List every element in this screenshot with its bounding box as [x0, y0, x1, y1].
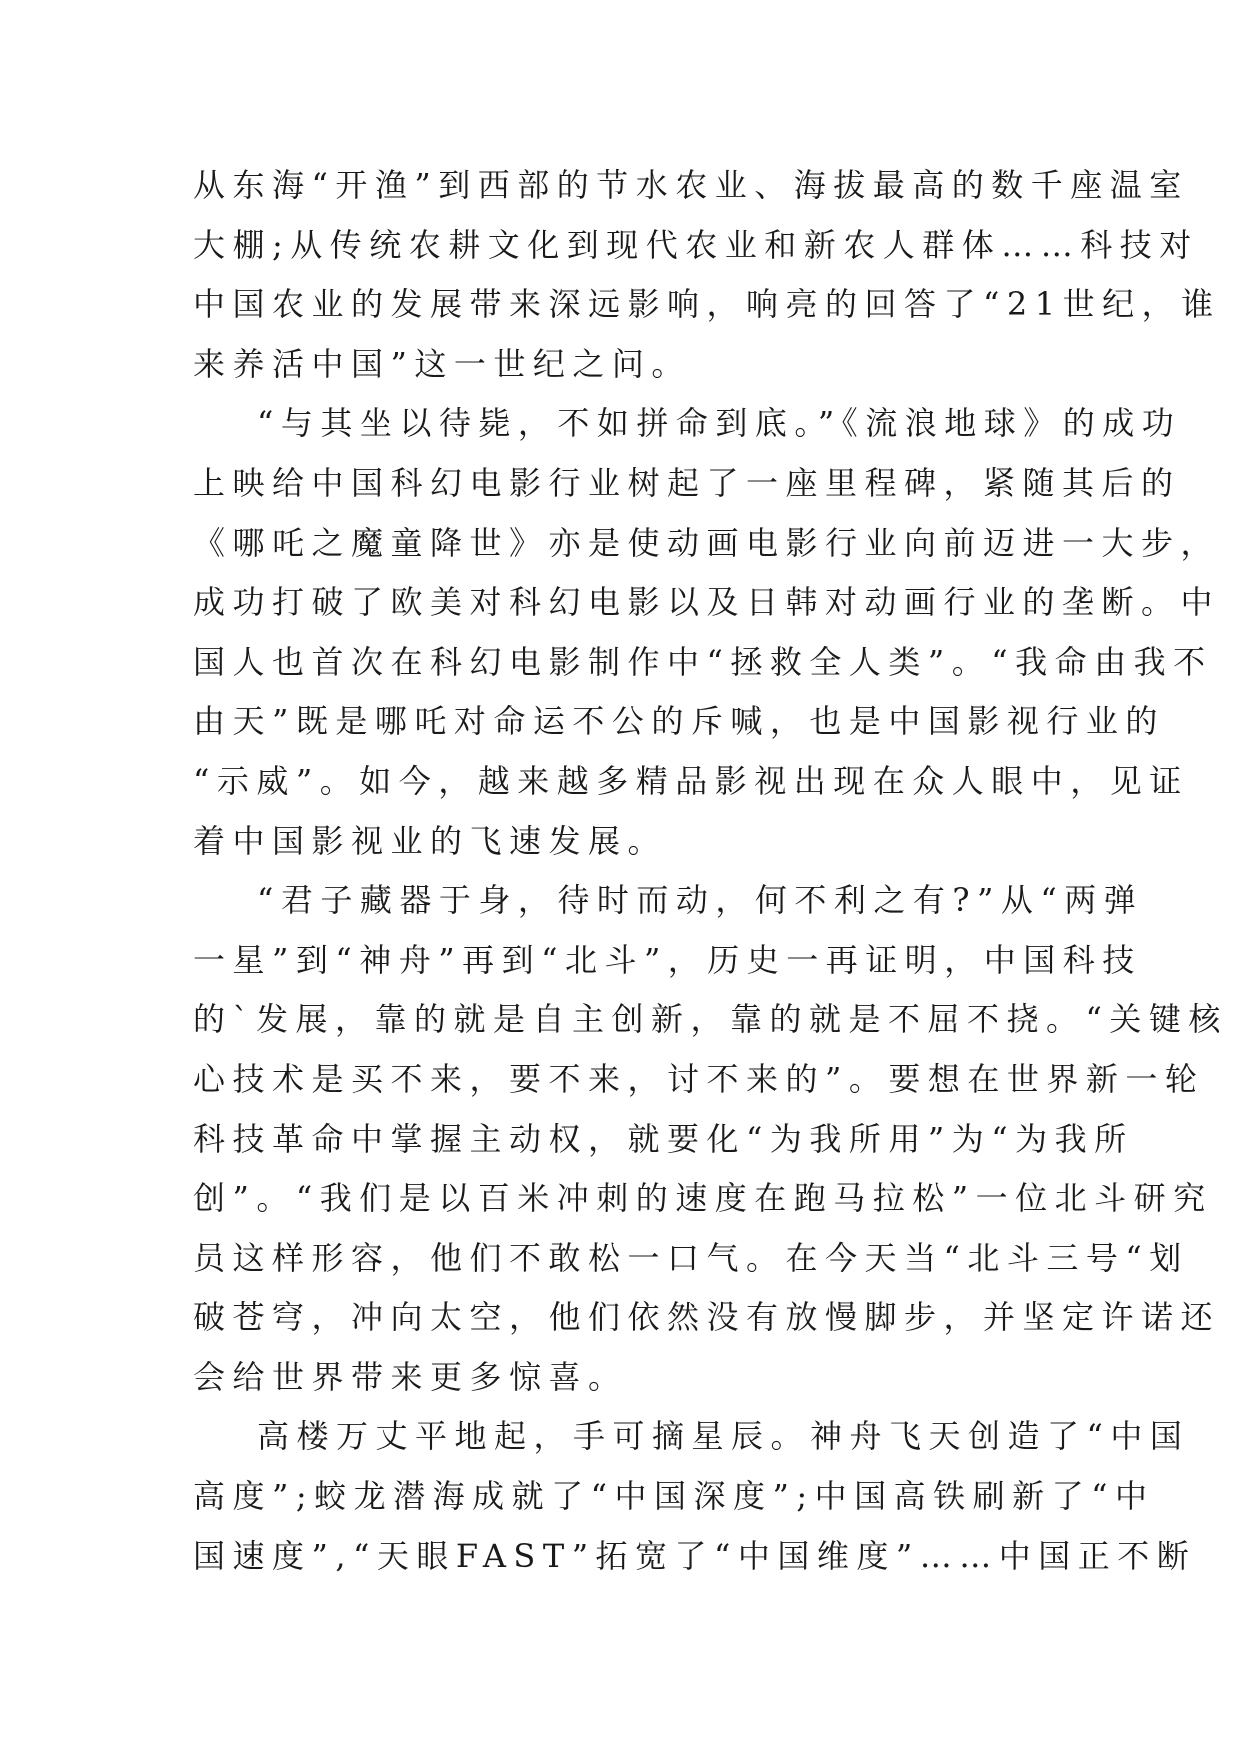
- paragraph: [193, 394, 1221, 871]
- text-line: 一星”到“神舟”再到“北斗”，历史一再证明，中国科技: [193, 940, 1142, 979]
- text-line: 从东海“开渔”到西部的节水农业、海拔最高的数千座温室: [193, 166, 1189, 204]
- text-line: 国人也首次在科幻电影制作中“拯救全人类”。“我命由我不: [193, 642, 1213, 681]
- text-line: 破苍穹，冲向太空，他们依然没有放慢脚步，并坚定许诺还: [193, 1298, 1221, 1337]
- text-line: 高度”;蛟龙潜海成就了“中国深度”;中国高铁刷新了“中: [193, 1477, 1155, 1516]
- text-line: 由天”既是哪吒对命运不公的斥喊，也是中国影视行业的: [193, 702, 1165, 741]
- text-line: 国速度”,“天眼FAST”拓宽了“中国维度”……中国正不断: [193, 1536, 1197, 1575]
- text-line: 科技革命中掌握主动权，就要化“为我所用”为“为我所: [193, 1119, 1134, 1158]
- text-line: 大棚;从传统农耕文化到现代农业和新农人群体……科技对: [193, 225, 1199, 264]
- text-line: 创”。“我们是以百米冲刺的速度在跑马拉松”一位北斗研究: [193, 1179, 1213, 1218]
- text-line: 成功打破了欧美对科幻电影以及日韩对动画行业的垄断。中: [193, 583, 1221, 622]
- text-line: 员这样形容，他们不敢松一口气。在今天当“北斗三号“划: [193, 1238, 1189, 1277]
- paragraph: [193, 156, 1221, 394]
- text-line: 《哪吒之魔童降世》亦是使动画电影行业向前迈进一大步，: [193, 523, 1221, 562]
- text-line: 上映给中国科幻电影行业树起了一座里程碑，紧随其后的: [193, 463, 1181, 502]
- text-line: 中国农业的发展带来深远影响，响亮的回答了“21世纪，谁: [193, 285, 1221, 324]
- text-line: 的`发展，靠的就是自主创新，靠的就是不屈不挠。“关键核: [193, 1000, 1228, 1039]
- document-body: [193, 156, 1228, 1586]
- text-line: 着中国影视业的飞速发展。: [193, 821, 668, 860]
- text-line: 来养活中国”这一世纪之问。: [193, 344, 691, 383]
- text-line: “君子藏器于身，待时而动，何不利之有?”从“两弹: [257, 881, 1144, 920]
- text-line: 会给世界带来更多惊喜。: [193, 1357, 628, 1396]
- text-line: 高楼万丈平地起，手可摘星辰。神舟飞天创造了“中国: [257, 1417, 1190, 1456]
- paragraph: [193, 871, 1228, 1407]
- text-line: “与其坐以待毙，不如拼命到底。”《流浪地球》的成功: [257, 404, 1182, 443]
- text-line: “示威”。如今，越来越多精品影视出现在众人眼中，见证: [193, 761, 1189, 800]
- paragraph: [193, 1407, 1197, 1586]
- text-line: 心技术是买不来，要不来，讨不来的”。要想在世界新一轮: [193, 1059, 1205, 1098]
